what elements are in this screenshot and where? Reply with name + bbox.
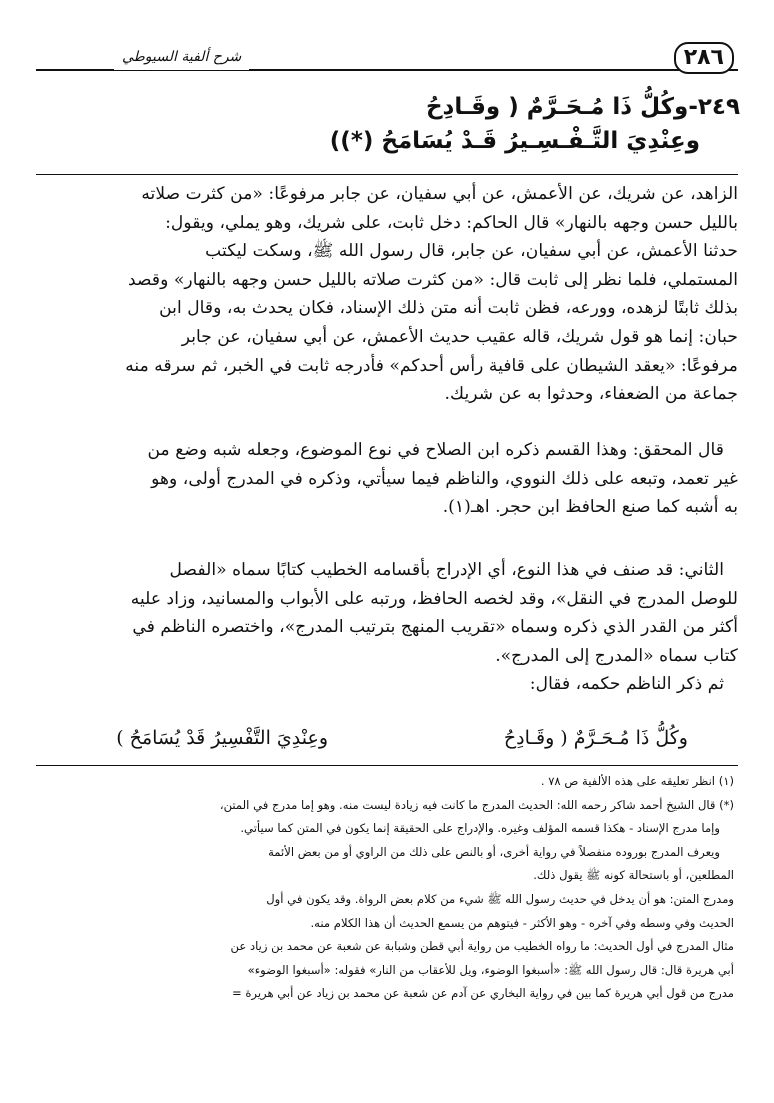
text-line: حدثنا الأعمش، عن أبي سفيان، عن جابر، قال رسول الله ﷺ، وسكت ليكتب [205, 241, 738, 262]
verse-line-1: ٢٤٩-وكُلُّ ذَا مُـحَـرَّمٌ ( وقَـادِحُ [425, 94, 740, 120]
text-line: للوصل المدرج في النقل»، وقد لخصه الحافظ، ورتبه على الأبواب والمسانيد، وزاد عليه [130, 588, 738, 609]
verse-hemistich-1: وكُلُّ ذَا مُـحَـرَّمٌ ( وقَـادِحُ [503, 727, 688, 749]
paragraph-2 [36, 436, 738, 522]
text-line: به أشبه كما صنع الحافظ ابن حجر. اهـ(١). [442, 497, 738, 518]
footnote-line: ومدرج المتن: هو أن يدخل في حديث رسول الله ﷺ شيء من كلام بعض الرواة. وقد يكون في أول [266, 891, 734, 906]
text-line: حبان: إنما هو قول شريك، قاله عقيب حديث الأعمش، عن أبي سفيان، عن جابر [181, 326, 738, 347]
paragraph-1 [36, 180, 738, 409]
text-line: بالليل حسن وجهه بالنهار» قال الحاكم: دخل ثابت، على شريك، وهو يملي، ويقول: [165, 212, 738, 233]
page-number: ٢٨٦ [674, 42, 734, 74]
footnote-line: ويعرف المدرج بوروده منفصلاً في رواية أخرى، أو بالنص على ذلك من الراوي أو من بعض الأئمة [268, 844, 720, 859]
text-line: الزاهد، عن شريك، عن الأعمش، عن أبي سفيان، عن جابر مرفوعًا: «من كثرت صلاته [141, 184, 738, 204]
footnotes [36, 770, 734, 1006]
text-line: قال المحقق: وهذا القسم ذكره ابن الصلاح في نوع الموضوع، وجعله شبه وضع من [147, 440, 724, 460]
text-line: جماعة من الضعفاء، وحدثوا به عن شريك. [444, 384, 738, 405]
text-line: المستملي، فلما نظر إلى ثابت قال: «من كثرت صلاته بالليل حسن وجهه بالنهار» وقصد [128, 269, 738, 290]
text-line: غير تعمد، وتبعه على ذلك النووي، والناظم فيما سيأتي، وذكره في المدرج أولى، وهو [151, 468, 738, 489]
footnote-line: مثال المدرج في أول الحديث: ما رواه الخطيب من رواية أبي قطن وشبابة عن شعبة عن محمد بن زياد عن [230, 939, 734, 954]
text-line: مرفوعًا: «يعقد الشيطان على قافية رأس أحدكم» فأدرجه ثابت في الخبر، ثم سرقه منه [125, 355, 738, 376]
footnote-line: المطلعين، أو باستحالة كونه ﷺ يقول ذلك. [533, 868, 734, 883]
running-header [36, 38, 738, 78]
verse-hemistich-2: وعِنْدِيَ التَّفْسِيرُ قَدْ يُسَامَحُ ) [116, 727, 328, 749]
text-line: ثم ذكر الناظم حكمه، فقال: [529, 674, 724, 695]
text-line: الثاني: قد صنف في هذا النوع، أي الإدراج بأقسامه الخطيب كتابًا سماه «الفصل [169, 560, 724, 580]
footnote-rule [36, 765, 738, 766]
paragraph-3 [36, 556, 738, 699]
text-line: أكثر من القدر الذي ذكره وسماه «تقريب المنهج بترتيب المدرج»، واختصره الناظم في [132, 617, 738, 638]
verse-repeat [88, 727, 688, 761]
footnote-line: (١) انظر تعليقه على هذه الألفية ص ٧٨ . [540, 774, 734, 788]
text-line: بذلك ثابتًا لزهده، وورعه، فظن ثابت أنه متن ذلك الإسناد، فكان يحدث به، وقال ابن [159, 298, 738, 319]
footnote-line: الحديث وفي وسطه وفي آخره - وهو الأكثر - فيتوهم من يسمع الحديث أن هذا الكلام منه. [310, 915, 734, 930]
running-title: شرح ألفية السيوطي [114, 44, 249, 70]
footnote-line: أبي هريرة قال: قال رسول الله ﷺ: «أسبغوا الوضوء، ويل للأعقاب من النار» فقوله: «أسبغوا الوضوء» [247, 962, 734, 977]
text-line: كتاب سماه «المدرج إلى المدرج». [495, 645, 738, 666]
footnote-line: (*) قال الشيخ أحمد شاكر رحمه الله: الحديث المدرج ما كانت فيه زيادة ليست منه. وهو إما مدرج في المتن، [219, 797, 734, 812]
verse-line-2: وعِنْدِيَ التَّـفْـسِـيرُ قَـدْ يُسَامَحُ (*)) [329, 128, 700, 154]
footnote-line: وإما مدرج الإسناد - هكذا قسمه المؤلف وغيره. والإدراج على الحقيقة إنما يكون في المتن كما سيأتي. [240, 821, 720, 836]
verse-separator [36, 174, 738, 175]
footnote-line: مدرج من قول أبي هريرة كما بين في رواية البخاري عن آدم عن شعبة عن محمد بن زياد عن أبي هريرة = [231, 986, 734, 1001]
